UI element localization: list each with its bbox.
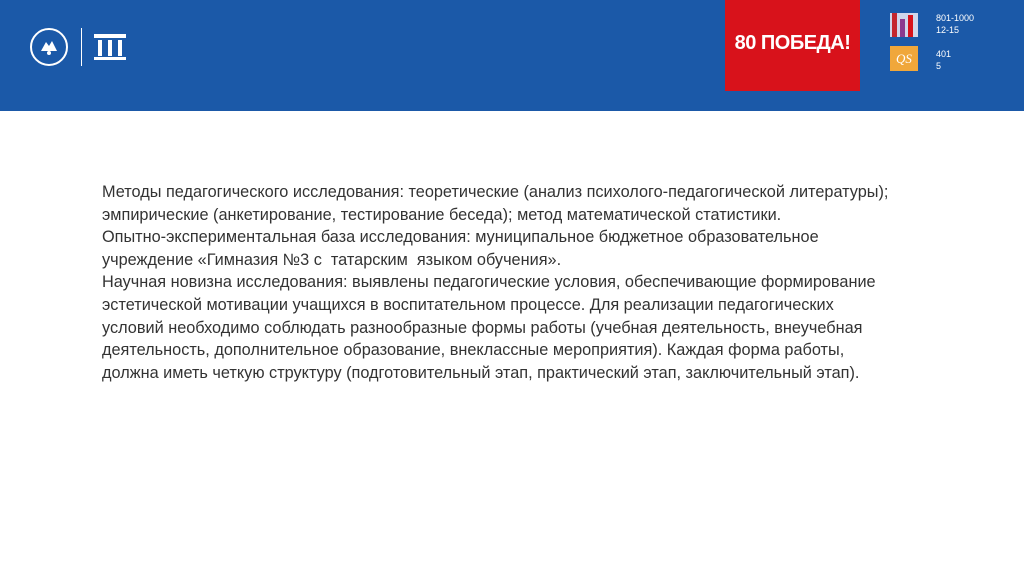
paragraph-novelty: Научная новизна исследования: выявлены педагогические условия, обеспечивающие формирование эстетической мотивации учащихся в воспитательном процессе. Для реализации педагогических условий необходимо соблюдать разнообразные формы работы (учебная деятельность, внеучебная деятельность, дополнительное образование, внеклассные мероприятия). Каждая форма работы, должна иметь четкую структуру (подготовительный этап, практический этап, заключительный этап).	[102, 273, 881, 382]
paragraph-methods: Методы педагогического исследования: теоретические (анализ психолого-педагогической литературы); эмпирические (анкетирование, тестирование беседа); метод математической статистики.	[102, 183, 893, 224]
the-rank-national: 12-15	[936, 25, 960, 35]
qs-label: QS	[896, 51, 912, 66]
paragraph-base: Опытно-экспериментальная база исследования: муниципальное бюджетное образовательное учреждение «Гимназия №3 с татарским языком обучения».	[102, 228, 824, 269]
victory-80-badge	[725, 0, 860, 91]
the-ranking-logo-icon	[890, 13, 918, 37]
victory-badge-text: 80 ПОБЕДА!	[734, 32, 851, 54]
qs-ranking-values	[936, 48, 951, 72]
qs-rank-national: 5	[936, 61, 942, 71]
header-bar	[0, 0, 1024, 111]
the-ranking-values	[936, 12, 974, 36]
institute-logo-icon	[92, 30, 128, 62]
the-rank-world: 801-1000	[936, 13, 975, 23]
qs-rank-world: 401	[936, 49, 952, 59]
emblem-shape-icon	[38, 36, 60, 58]
slide-body-text	[102, 181, 892, 384]
university-emblem-icon	[30, 28, 68, 66]
logo-divider	[81, 28, 82, 66]
qs-ranking-logo-icon	[890, 46, 918, 71]
